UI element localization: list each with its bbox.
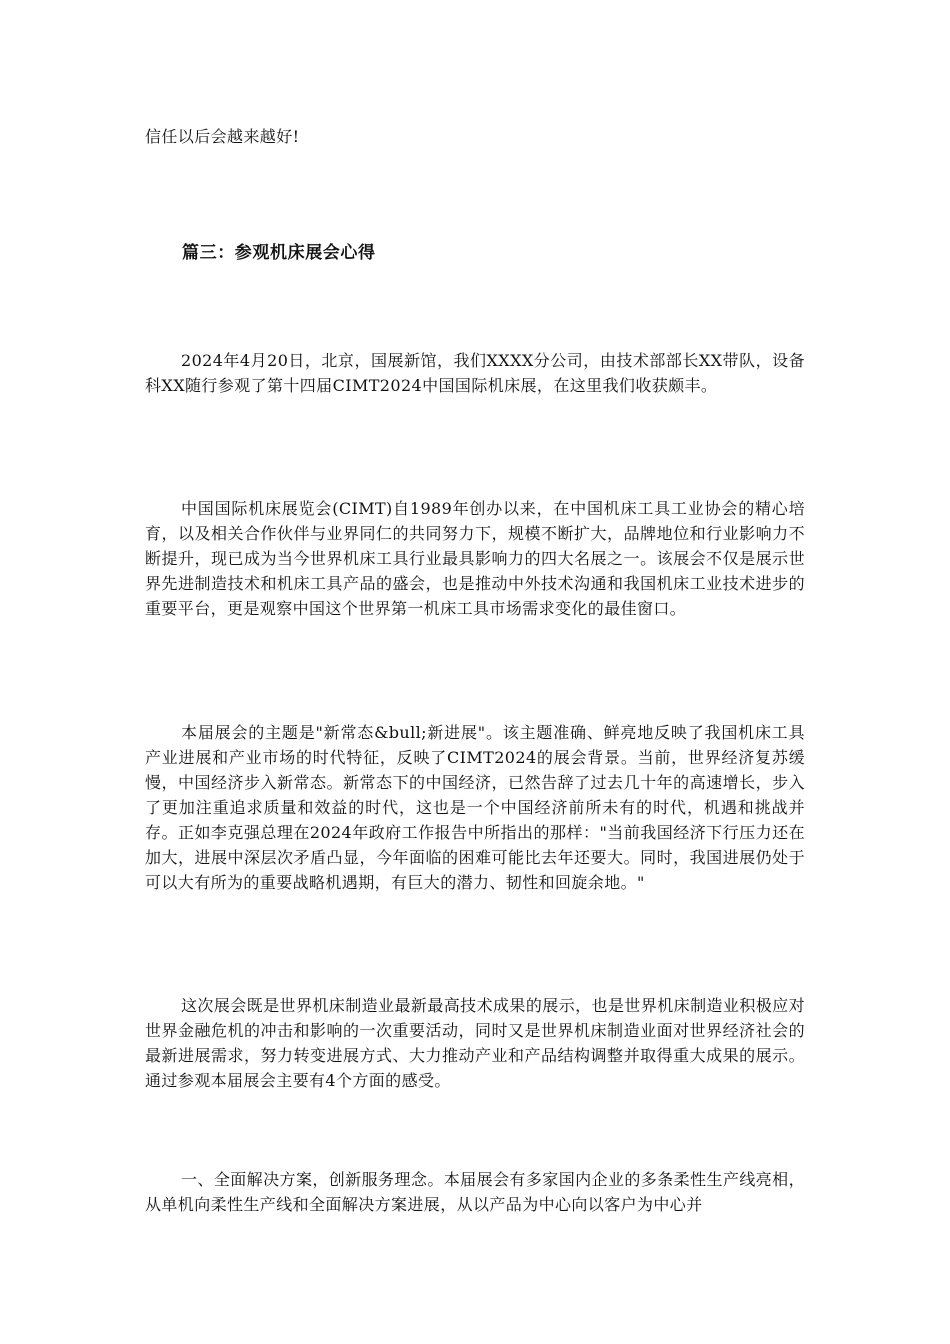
section-heading: 篇三：参观机床展会心得 — [182, 243, 376, 263]
paragraph-visit-intro: 2024年4月20日，北京，国展新馆，我们XXXX分公司，由技术部部长XX带队，设备科XX随行参观了第十四届CIMT2024中国国际机床展，在这里我们收获颇丰。 — [145, 351, 805, 395]
paragraph-cimt-background: 中国国际机床展览会(CIMT)自1989年创办以来，在中国机床工具工业协会的精心培育，以及相关合作伙伴与业界同仁的共同努力下，规模不断扩大，品牌地位和行业影响力不断提升，现已成为当今世界机床工具行业最具影响力的四大名展之一。该展会不仅是展示世界先进制造技术和机床工具产品的盛会，也是推动中外技术沟通和我国机床工业技术进步的重要平台，更是观察中国这个世界第一机床工具市场需求变化的最佳窗口。 — [145, 499, 805, 618]
paragraph-exhibition-summary: 这次展会既是世界机床制造业最新最高技术成果的展示，也是世界机床制造业积极应对世界金融危机的冲击和影响的一次重要活动，同时又是世界机床制造业面对世界经济社会的最新进展需求，努力转变进展方式、大力推动产业和产品结构调整并取得重大成果的展示。通过参观本届展会主要有4个方面的感受。 — [145, 996, 805, 1090]
paragraph-point-one: 一、全面解决方案，创新服务理念。本届展会有多家国内企业的多条柔性生产线亮相，从单机向柔性生产线和全面解决方案进展，从以产品为中心向以客户为中心并 — [145, 1170, 805, 1214]
carryover-line: 信任以后会越来越好! — [145, 127, 300, 146]
paragraph-exhibition-theme: 本届展会的主题是"新常态&bull;新进展"。该主题准确、鲜亮地反映了我国机床工具产业进展和产业市场的时代特征，反映了CIMT2024的展会背景。当前，世界经济复苏缓慢，中国经济步入新常态。新常态下的中国经济，已然告辞了过去几十年的高速增长，步入了更加注重追求质量和效益的时代，这也是一个中国经济前所未有的时代，机遇和挑战并存。正如李克强总理在2024年政府工作报告中所指出的那样："当前我国经济下行压力还在加大，进展中深层次矛盾凸显，今年面临的困难可能比去年还要大。同时，我国进展仍处于可以大有所为的重要战略机遇期，有巨大的潜力、韧性和回旋余地。" — [145, 723, 805, 892]
